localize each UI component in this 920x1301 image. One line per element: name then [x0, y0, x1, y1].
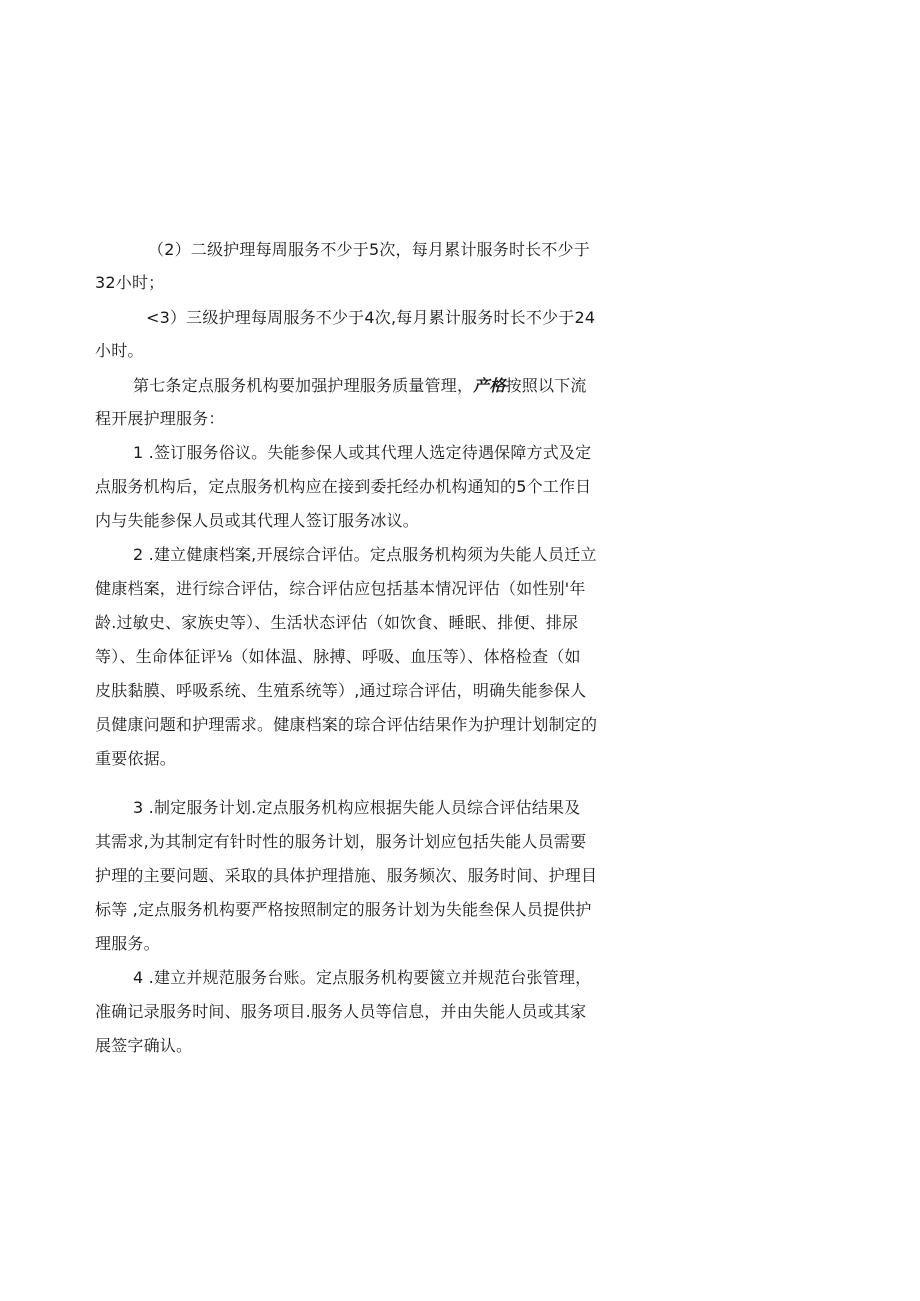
- text-line: 健康档案，进行综合评估，综合评估应包括基本情况评估（如性别'年: [95, 579, 586, 598]
- text-line: 程开展护理服务：: [95, 409, 225, 428]
- paragraph-article-7-line: [133, 376, 587, 396]
- text-line: 2 .建立健康档案,开展综合评估。定点服务机构须为失能人员迁立: [133, 545, 597, 564]
- text-line: 理服务。: [95, 934, 160, 953]
- text-line: 其需求,为其制定有针时性的服务计划，服务计划应包括失能人员需要: [95, 832, 587, 851]
- text-line: 等）、生命体征评⅛（如体温、脉搏、呼吸、血压等）、体格检查（如: [95, 647, 581, 666]
- text-line: 护理的主要问题、采取的具体护理措施、服务频次、服务时间、护理目: [95, 866, 598, 885]
- text-line: <3）三级护理每周服务不少于4次,每月累计服务时长不少于24: [146, 308, 596, 327]
- text-line: 4 .建立并规范服务台账。定点服务机构要篋立并规范台张管理，: [133, 968, 592, 987]
- text-line: 展签字确认。: [95, 1036, 193, 1055]
- text-span: 第七条定点服务机构要加强护理服务质量管理，: [133, 376, 474, 395]
- text-line: 32小时；: [95, 273, 165, 292]
- text-line: 龄.过敏史、家族史等）、生活状态评估（如饮食、睡眠、排便、排尿: [95, 613, 579, 632]
- text-line: （2）二级护理每周服务不少于5次，每月累计服务时长不少于: [148, 240, 590, 259]
- text-line: 内与失能参保人员或其代理人签订服务冰议。: [95, 511, 420, 530]
- text-line: 1 .签订服务俗议。失能参保人或其代理人选定待遇保障方式及定: [133, 443, 592, 462]
- text-line: 3 .制定服务计划.定点服务机构应根据失能人员综合评估结果及: [133, 798, 581, 817]
- bold-italic-text: 产格: [473, 376, 506, 395]
- text-line: 小时。: [95, 341, 144, 360]
- text-line: 重要依据。: [95, 749, 177, 768]
- text-line: 标等 ,定点服务机构要严格按照制定的服务计划为失能叁保人员提供护: [95, 900, 592, 919]
- text-line: 员健康问题和护理需求。健康档案的琮合评估结果作为护理计划制定的: [95, 715, 598, 734]
- text-line: 点服务机构后，定点服务机构应在接到委托经办机构通知的5个工作日: [95, 477, 592, 496]
- text-line: 准确记录服务时间、服务项目.服务人员等信息，并由失能人员或其家: [95, 1002, 587, 1021]
- text-line: 皮肤黏膜、呼吸系统、生殖系统等）,通过琮合评估，明确失能参保人: [95, 681, 587, 700]
- text-span: 按照以下流: [505, 376, 587, 395]
